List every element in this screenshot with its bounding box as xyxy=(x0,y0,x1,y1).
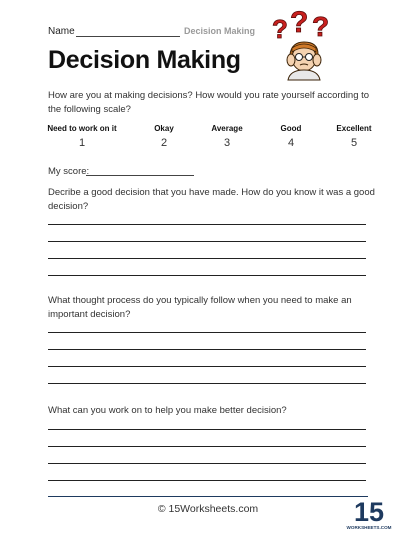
scale-item xyxy=(129,124,199,149)
question-3: What can you work on to help you make better decision? xyxy=(48,405,287,416)
svg-text:?: ? xyxy=(290,6,309,39)
score-line[interactable] xyxy=(86,175,194,176)
page-title: Decision Making xyxy=(48,46,241,74)
scale-item xyxy=(192,124,262,149)
header-topic: Decision Making xyxy=(184,26,256,36)
question-2: What thought process do you typically follow when you need to make an important decision? xyxy=(48,295,352,320)
answer-line[interactable] xyxy=(48,366,366,367)
answer-line[interactable] xyxy=(48,349,366,350)
scale-label: Average xyxy=(211,124,243,133)
scale-label: Okay xyxy=(154,124,174,133)
footer-divider xyxy=(48,496,368,497)
footer-copyright: © 15Worksheets.com xyxy=(157,503,259,515)
answer-line[interactable] xyxy=(48,258,366,259)
svg-text:?: ? xyxy=(312,11,330,42)
scale-value: 5 xyxy=(350,137,358,149)
answer-line[interactable] xyxy=(48,446,366,447)
scale-label: Excellent xyxy=(336,124,372,133)
answer-line[interactable] xyxy=(48,429,366,430)
confused-person-question-marks-icon xyxy=(270,6,342,80)
svg-text:?: ? xyxy=(272,14,288,44)
answer-line[interactable] xyxy=(48,332,366,333)
answer-line[interactable] xyxy=(48,224,366,225)
answer-line[interactable] xyxy=(48,383,366,384)
answer-line[interactable] xyxy=(48,275,366,276)
name-line[interactable] xyxy=(76,36,180,37)
scale-value: 3 xyxy=(223,137,231,149)
answer-line[interactable] xyxy=(48,463,366,464)
scale-value: 2 xyxy=(160,137,168,149)
scale-item xyxy=(256,124,326,149)
15worksheets-logo xyxy=(346,495,392,531)
answer-line[interactable] xyxy=(48,480,366,481)
rating-scale xyxy=(48,124,378,152)
scale-value: 1 xyxy=(78,137,86,149)
logo-text: WORKSHEETS.COM xyxy=(346,525,392,530)
score-label: My score: xyxy=(48,166,90,177)
answer-line[interactable] xyxy=(48,241,366,242)
scale-label: Need to work on it xyxy=(47,124,117,133)
logo-number: 15 xyxy=(353,497,385,527)
scale-label: Good xyxy=(280,124,302,133)
question-1: Decribe a good decision that you have made. How do you know it was a good decision? xyxy=(48,187,375,212)
scale-item xyxy=(319,124,389,149)
scale-item xyxy=(47,124,117,149)
scale-value: 4 xyxy=(287,137,295,149)
intro-text: How are you at making decisions? How would you rate yourself according to the following scale? xyxy=(48,90,370,115)
name-label: Name xyxy=(48,26,75,37)
